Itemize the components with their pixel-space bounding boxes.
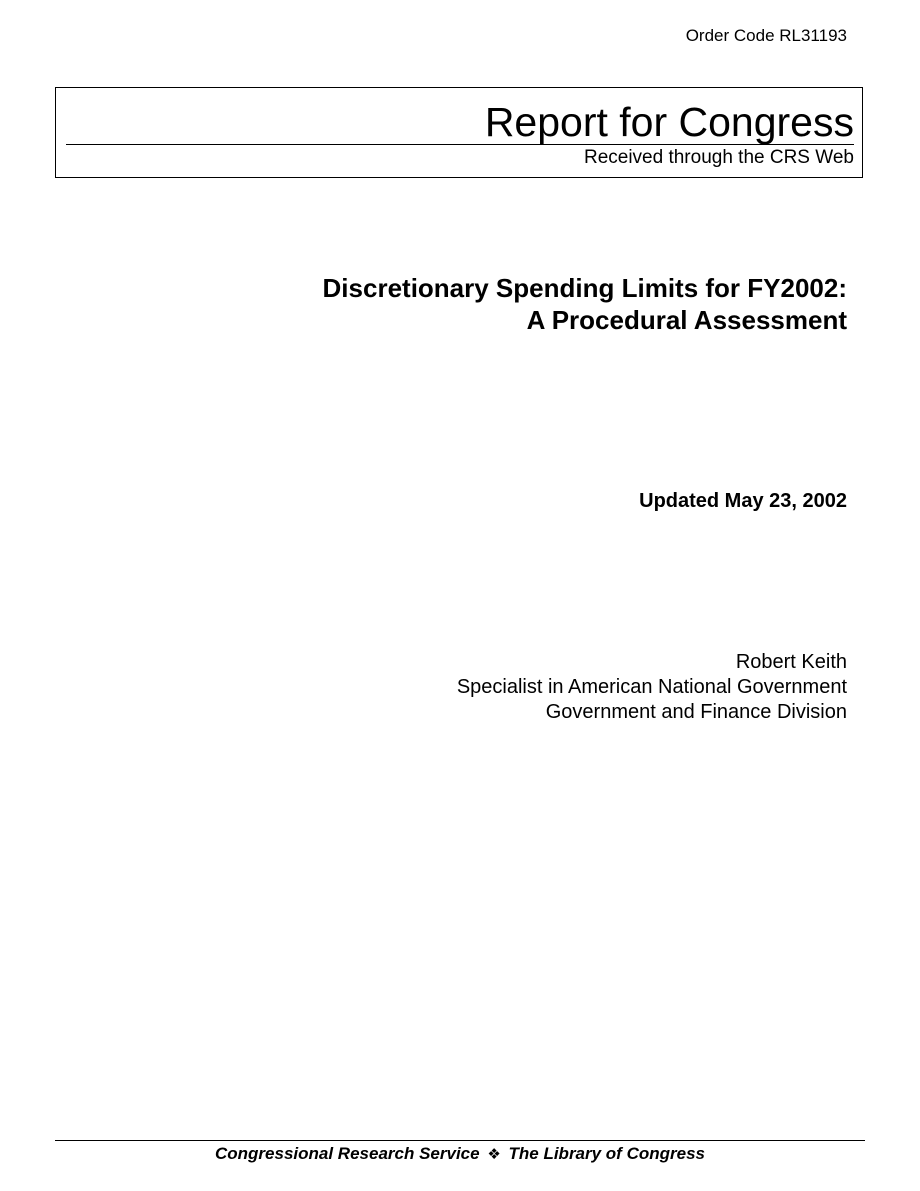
report-banner [55,87,863,178]
banner-subtitle: Received through the CRS Web [583,147,854,168]
banner-title: Report for Congress [484,99,854,145]
report-title-line2: A Procedural Assessment [526,305,847,335]
report-title-line1: Discretionary Spending Limits for FY2002: [322,273,847,303]
footer-right-text: The Library of Congress [508,1144,705,1163]
banner-divider [66,144,854,145]
footer [55,1143,865,1165]
diamond-ornament-icon: ❖ [487,1145,501,1163]
order-code: Order Code RL31193 [685,26,847,45]
footer-left-text: Congressional Research Service [215,1144,480,1163]
author-division: Government and Finance Division [545,701,847,723]
author-position: Specialist in American National Government [456,676,847,698]
footer-divider [55,1140,865,1141]
author-name: Robert Keith [735,651,847,673]
updated-date: Updated May 23, 2002 [639,490,847,512]
author-block [457,650,847,725]
report-title [323,272,847,336]
